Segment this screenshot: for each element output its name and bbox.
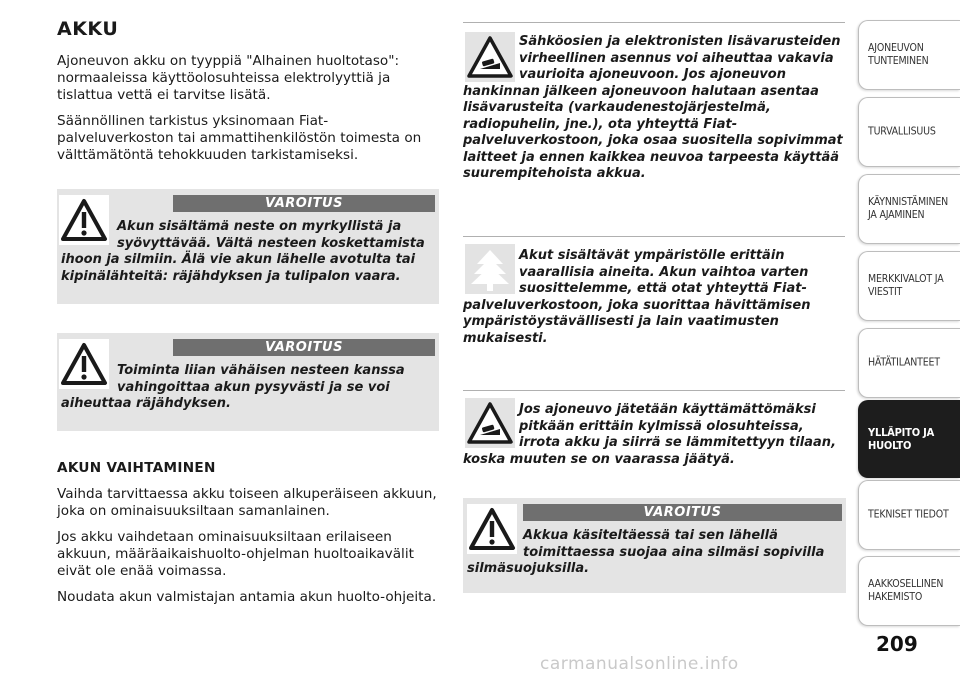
- tab-ajoneuvon-tunteminen[interactable]: [858, 20, 960, 90]
- tab-label: AAKKOSELLINEN HAKEMISTO: [868, 578, 944, 603]
- tab-label: KÄYNNISTÄMINEN JA AJAMINEN: [868, 196, 948, 221]
- paragraph-battery-check: Säännöllinen tarkistus yksinomaan Fiat-palveluverkoston tai ammattihenkilöstön toimesta on välttämätöntä tehokkuuden tarkistamiseksi.: [57, 113, 422, 163]
- divider: [463, 236, 845, 237]
- paragraph-replace-different: Jos akku vaihdetaan ominaisuuksiltaan erilaiseen akkuun, määräaikaishuolto-ohjelman huoltoaikavälit eivät ole enää voimassa.: [57, 529, 414, 579]
- warning-header: VAROITUS: [523, 504, 842, 521]
- warning-box-eye-protection: [463, 498, 846, 593]
- tab-label: MERKKIVALOT JA VIESTIT: [868, 273, 944, 298]
- warning-header: VAROITUS: [173, 339, 435, 356]
- divider: [463, 22, 845, 23]
- warning-box-fluid: [57, 189, 439, 304]
- note-environment: [463, 236, 845, 366]
- warning-text: Akun sisältämä neste on myrkyllistä ja syövyttävää. Vältä nesteen koskettamista ihoon ja silmiin. Älä vie akun lähelle avotulta tai kipinälähteitä: räjähdyksen ja tulipalon vaara.: [61, 219, 425, 284]
- page-title: AKKU: [57, 18, 119, 40]
- warning-text: Toiminta liian vähäisen nesteen kanssa vahingoittaa akun pysyvästi ja se voi aiheuttaa räjähdyksen.: [61, 363, 405, 411]
- note-electrical-accessories: [463, 22, 845, 222]
- page-number: 209: [876, 632, 918, 656]
- tab-merkkivalot[interactable]: [858, 251, 960, 321]
- tab-tekniset-tiedot[interactable]: [858, 480, 960, 550]
- warning-text: Akkua käsiteltäessä tai sen lähellä toimittaessa suojaa aina silmäsi sopivilla silmäsuojuksilla.: [467, 528, 825, 576]
- divider: [463, 390, 845, 391]
- tab-kaynnistaminen[interactable]: [858, 174, 960, 244]
- tab-label: HÄTÄTILANTEET: [868, 356, 940, 369]
- tab-hatatilanteet[interactable]: [858, 328, 960, 398]
- tab-label: TURVALLISUUS: [868, 125, 936, 138]
- paragraph-manufacturer-instructions: Noudata akun valmistajan antamia akun huolto-ohjeita.: [57, 589, 437, 605]
- warning-header: VAROITUS: [173, 195, 435, 212]
- note-cold-storage: [463, 390, 845, 480]
- battery-replacement-section: [57, 460, 439, 615]
- watermark: carmanualsonline.info: [540, 654, 739, 674]
- tab-yllapito-ja-huolto[interactable]: [858, 400, 960, 478]
- tab-label: AJONEUVON TUNTEMINEN: [868, 42, 929, 67]
- tab-turvallisuus[interactable]: [858, 97, 960, 167]
- note-text: Sähköosien ja elektronisten lisävarusteiden virheellinen asennus voi aiheuttaa vakavia vaurioita ajoneuvoon. Jos ajoneuvon hankinnan jälkeen ajoneuvoon halutaan asentaa lisävarusteita (varkaudenestojärjestelmä, radiopuhelin, jne.), ota yhteyttä Fiat-palveluverkostoon, joka osaa suositella sopivimmat laitteet ja ennen kaikkea neuvoa tarpeesta käyttää suurempitehoista akkua.: [463, 34, 843, 181]
- note-text: Jos ajoneuvo jätetään käyttämättömäksi pitkään erittäin kylmissä olosuhteissa, irrota akku ja siirrä se lämmitettyyn tilaan, koska muuten se on vaarassa jäätyä.: [463, 402, 837, 467]
- section-heading: AKUN VAIHTAMINEN: [57, 460, 216, 476]
- tab-label: YLLÄPITO JA HUOLTO: [868, 426, 935, 452]
- tab-hakemisto[interactable]: [858, 556, 960, 626]
- left-column: [57, 14, 439, 173]
- note-text: Akut sisältävät ympäristölle erittäin vaarallisia aineita. Akun vaihtoa varten suosittelemme, että otat yhteyttä Fiat-palveluverkostoon, joka suorittaa hävittämisen ympäristöystävällisesti ja lain vaatimusten mukaisesti.: [463, 248, 811, 346]
- warning-box-low-fluid: [57, 333, 439, 431]
- tab-label: TEKNISET TIEDOT: [868, 508, 949, 521]
- paragraph-battery-type: Ajoneuvon akku on tyyppiä "Alhainen huoltotaso": normaaleissa käyttöolosuhteissa elektrolyyttiä ja tislattua vettä ei tarvitse lisätä.: [57, 53, 400, 103]
- paragraph-replace-original: Vaihda tarvittaessa akku toiseen alkuperäiseen akkuun, joka on ominaisuuksiltaan samanlainen.: [57, 486, 437, 519]
